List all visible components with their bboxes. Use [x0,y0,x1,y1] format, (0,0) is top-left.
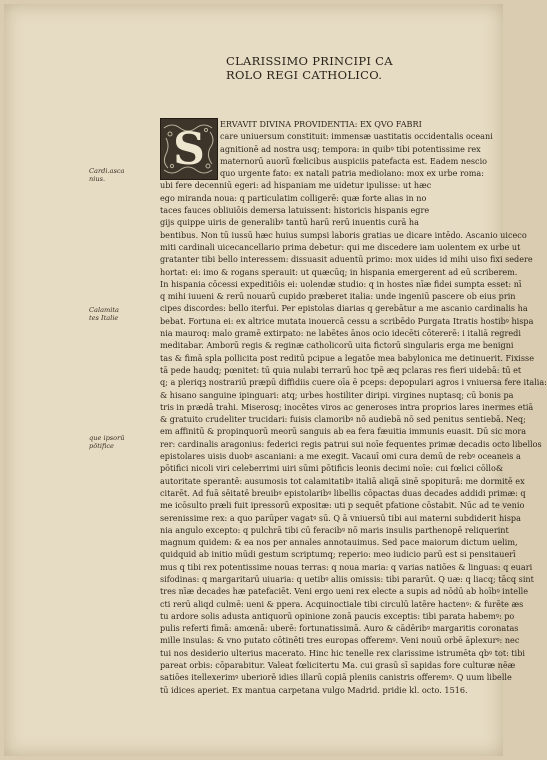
text-line: ERVAVIT DIVINA PROVIDENTIA: EX QVO FABRI [220,119,422,129]
text-line: q; a pleriqꝫ nostrariū præpū diffidiis cuere oīa ē pceps: depopulari agros i vniuersa fere italia: [160,377,547,388]
text-line: bentibus. Non tū iussū hæc huius sumpsi laboris gratias ue dicare intēdo. Ascanio uiceco [160,229,527,240]
text-line: rer: cardinalis aragonius: federici regis patrui sui noīe fequentes primæ decadis octo libellos [160,438,542,449]
text-line: citarēt. Ad fuā sēitatē breuibꝰ epistolaribꝰ libellis cōpactas duas decades addidi primæ: q [160,487,526,498]
text-line: tu ardore solis adusta antiquorū opinione zonā paucis exceptis: tibi parata habemꝰ: po [160,610,515,621]
heading-line: ROLO REGI CATHOLICO. [226,68,383,82]
text-line: miti cardinali uicecancellario prima debetur: qui me discedere iam uolentem ex urbe ut [160,241,521,252]
text-line: bebat. Fortuna ei: ex altrice mutata inouercā cessu a scribēdo Purgata Itratis hostibꝰ hispa [160,315,534,326]
text-line: mus q tibi rex potentissime nouas terras: q noua maria: q varias natiōes & linguas: q euari [160,561,533,572]
text-line: pulis referti fimā: amœnā: uberē: fortunatissimā. Auro & cādēribꝰ margaritis coronatas [160,623,519,634]
text-line: epistolares uisis duobꝰ ascaniani: a me exegit. Vacauī omi cura demū de rebꝰ oceaneis a [160,451,521,462]
text-line: ubi fere decenniū egeri: ad hispaniam me uidetur ipulisse: ut hæc [160,180,432,191]
text-line: serenissime rex: a quo parūper vagatꝰ sū. Q ā vniuersū tibi aui materni subdiderit hispa [160,512,521,523]
book-page [4,4,547,756]
text-line: gratanter tibi bello interessem: dissuasit aduentū primo: mox uides id mihi uiso fixi sedere [160,254,533,265]
margin-note-pontiff [89,434,149,450]
text-line: q mihi iuueni & rerū nouarū cupido præberet italia: unde ingeniū pascere ob eius prin [160,291,516,302]
text-line: me icōsulto præli fuit ipressorū expositæ: uti p sequēt pfatione cōstabit. Nūc ad te venio [160,500,525,511]
text-line: quidquid ab initio mūdi gestum scriptumq; reperio: meo iudicio parū est si pensitauerī [160,549,516,560]
text-line: tas & fimā spla pollicita post reditū pcipue a legatōe mea babylonica me detinuerit. Fixisse [160,352,534,363]
margin-note-cardinal [89,167,149,183]
margin-note-calamities [89,306,149,322]
text-line: tū idices aperiet. Ex mantua carpetana vulgo Madrid. pridie kl. octo. 1516. [160,684,468,695]
margin-note-line: Cardi.asca [89,167,125,175]
text-line: care uniuersum constituit: immensæ uastitatis occidentalis oceani [220,131,493,142]
text-line: cipes discordes: bello iterfui. Per epistolas diarias q gerebātur a me ascanio cardinalis ha [160,303,528,314]
margin-note-line: pōtifice [89,442,114,450]
text-line: maternorū auorū fœlicibus auspiciis patefacta est. Eadem nescio [220,155,488,166]
text-line: In hispania cōcessi expeditiōis ei: uolendæ studio: q in hostes nīæ fidei sumpta esset: nī [160,278,522,289]
text-line: autoritate sperantē: ausumosis tot calamitatibꝰ italiā aliqā sinē spopiturā: me dormitē ex [160,475,525,486]
text-line: nia mauroq: malo gramē extirpato: ne labētes ānos ocio idecēti cōtererē: i italiā regredi [160,328,521,339]
text-line: tā pede haudq; pœnitet: tū quia nulabi terrarū hoc tpē æq pclaras res fieri uidebā: tū et [160,364,522,375]
text-line: gijs quippe uiris de generalibꝰ tantū harū rerū inuentis curā ha [160,217,419,228]
margin-note-line: nius. [89,175,106,183]
body-text [160,118,547,696]
text-line: pareat orbis: cōparabitur. Valeat fœlicitertu Ma. cui grasū sī sapidas fore culturæ nēæ [160,660,516,671]
text-line: cti rerū aliqd culmē: ueni & ppera. Acquinoctiale tibi circulū latēre hactenꝰ: & furēte æs [160,598,524,609]
text-line: hortat: ei: imo & rogans sperauit: ut quæcūq; in hispania emergerent ad eū scriberem. [160,266,518,277]
text-line: taces fauces obliuiōis demersa latuissent: historicis hispanis egre [160,205,430,216]
initial-letter-glyph: S [173,124,205,175]
text-line: & gratuito crudeliter trucidari: fuisis clamoribꝰ nō audiebā nō sed penitus sentiebā. Neq; [160,414,526,425]
text-line: ego miranda noua: q particulatim colligerē: quæ forte alias in no [160,192,427,203]
text-line: agnitionē ad nostra usq; tempora: in quibꝰ tibi potentissime rex [220,143,481,154]
dedication-heading [226,54,486,82]
text-line: magnum quidem: & ea nos per annales annotauimus. Sed pace maiorum dictum uelim, [160,537,518,548]
text-line: mille insulas: & vno putato cōtinēti tres europas offeremꝰ. Veni nouū orbē āplexurꝰ: nec [160,635,520,646]
margin-note-line: tes Italie [89,314,119,322]
text-line: satiōes itellexerimꝰ uberiorē idies illarū copiā pleniis canistris offeremꝰ. Q uum libelle [160,672,512,683]
heading-line: CLARISSIMO PRINCIPI CA [226,54,393,68]
margin-note-line: que ipsorū [89,434,125,442]
text-line: sifodinas: q margaritarū uiuaria: q uetibꝰ aliis omissis: tibi pararūt. Q uæ: q liacq; tācq sint [160,573,534,584]
margin-note-line: Calamita [89,306,119,314]
text-line: pōtifici nicoli viri celeberrimi uiri sūmi pōtificis leonis decimi noīe: cui fœlici cōllo& [160,463,504,474]
text-line: tres nīæ decades hæ patefaciēt. Veni ergo ueni rex electe a supis ad nōdū ab hoībꝰ intelle [160,586,529,597]
text-line: meditabar. Amborū regis & reginæ catholicorū uita fictorū singularis erga me benigni [160,340,514,351]
text-line: tris in prædā trahi. Miserosq; inocētes viros ac generoses intra proprios lares inermes etiā [160,401,534,412]
text-line: quo urgente fato: ex natali patria mediolano: mox ex urbe roma: [220,168,484,179]
text-line: & hisano sanguine ipinguari: atq; urbes hostiliter diripi. virgines nuptasq; cū bonis pa [160,389,514,400]
text-line: em affinitū & propinquorū meorū sanguis ab ea fera fæuitia immunis euasit. Dū sic mora [160,426,527,437]
text-line: nia angulo excepto: q pulchrā tibi cū feracibꝰ nō maris insulis parthenopē reliquerint [160,524,509,535]
text-line: tui nos desiderio ulterius macerato. Hinc hic tenelle rex clarissime istrumēta qbꝰ tot: tibi [160,647,526,658]
